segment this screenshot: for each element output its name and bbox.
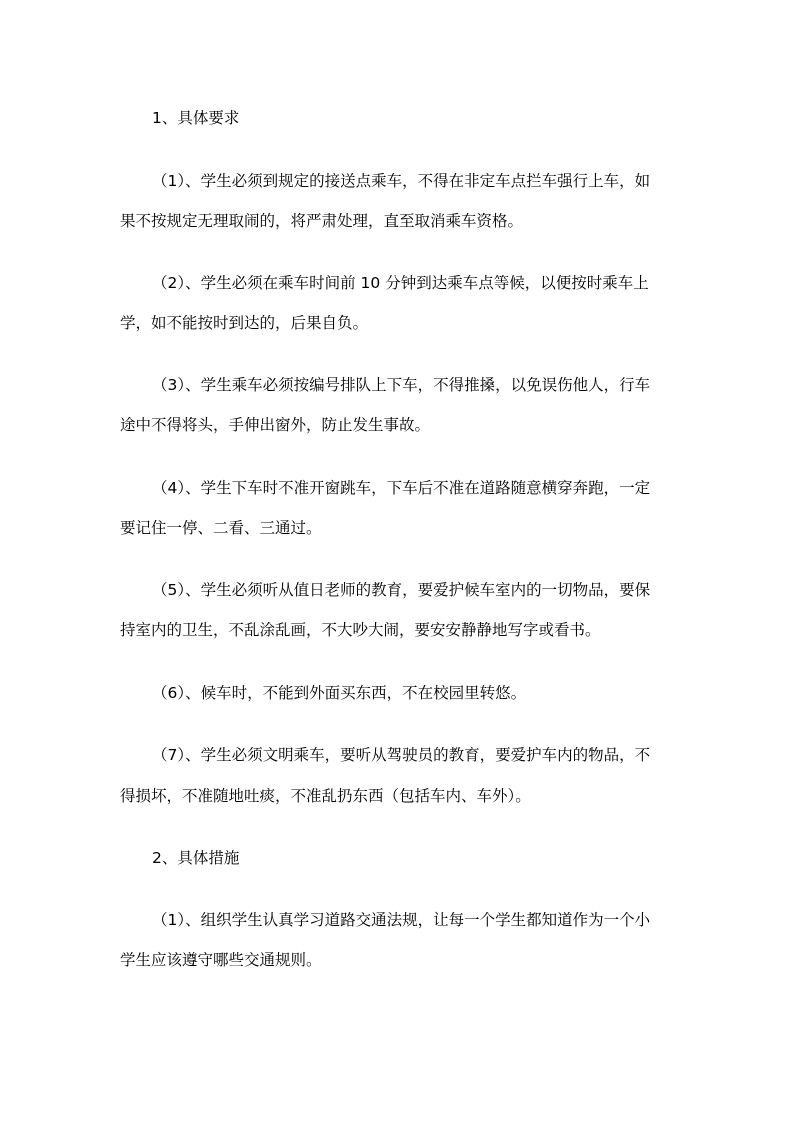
item-6-line-1: （6）、候车时，不能到外面买东西，不在校园里转悠。 [152, 684, 527, 702]
item-4-line-2: 要记住一停、二看、三通过。 [120, 519, 322, 537]
section-heading-measures: 2、具体措施 [152, 849, 240, 867]
item-5-line-2: 持室内的卫生，不乱涂乱画，不大吵大闹，要安安静静地写字或看书。 [120, 621, 601, 639]
measure-1-line-2: 学生应该遵守哪些交通规则。 [120, 951, 322, 969]
item-2-line-1: （2）、学生必须在乘车时间前 10 分钟到达乘车点等候，以便按时乘车上 [152, 274, 649, 292]
section-heading-requirements: 1、具体要求 [152, 109, 240, 127]
measure-1-line-1: （1）、组织学生认真学习道路交通法规，让每一个学生都知道作为一个小 [152, 911, 651, 929]
item-5-line-1: （5）、学生必须听从值日老师的教育，要爱护候车室内的一切物品，要保 [152, 581, 651, 599]
item-3-line-1: （3）、学生乘车必须按编号排队上下车，不得推搡，以免误伤他人，行车 [152, 376, 651, 394]
item-7-line-1: （7）、学生必须文明乘车，要听从驾驶员的教育，要爱护车内的物品，不 [152, 746, 651, 764]
item-7-line-2: 得损坏，不准随地吐痰，不准乱扔东西（包括车内、车外）。 [120, 787, 531, 805]
item-1-line-1: （1）、学生必须到规定的接送点乘车，不得在非定车点拦车强行上车，如 [152, 172, 651, 190]
item-3-line-2: 途中不得将头，手伸出窗外，防止发生事故。 [120, 416, 431, 434]
item-1-line-2: 果不按规定无理取闹的，将严肃处理，直至取消乘车资格。 [120, 212, 524, 230]
item-2-line-2: 学，如不能按时到达的，后果自负。 [120, 314, 369, 332]
item-4-line-1: （4）、学生下车时不准开窗跳车，下车后不准在道路随意横穿奔跑，一定 [152, 479, 651, 497]
